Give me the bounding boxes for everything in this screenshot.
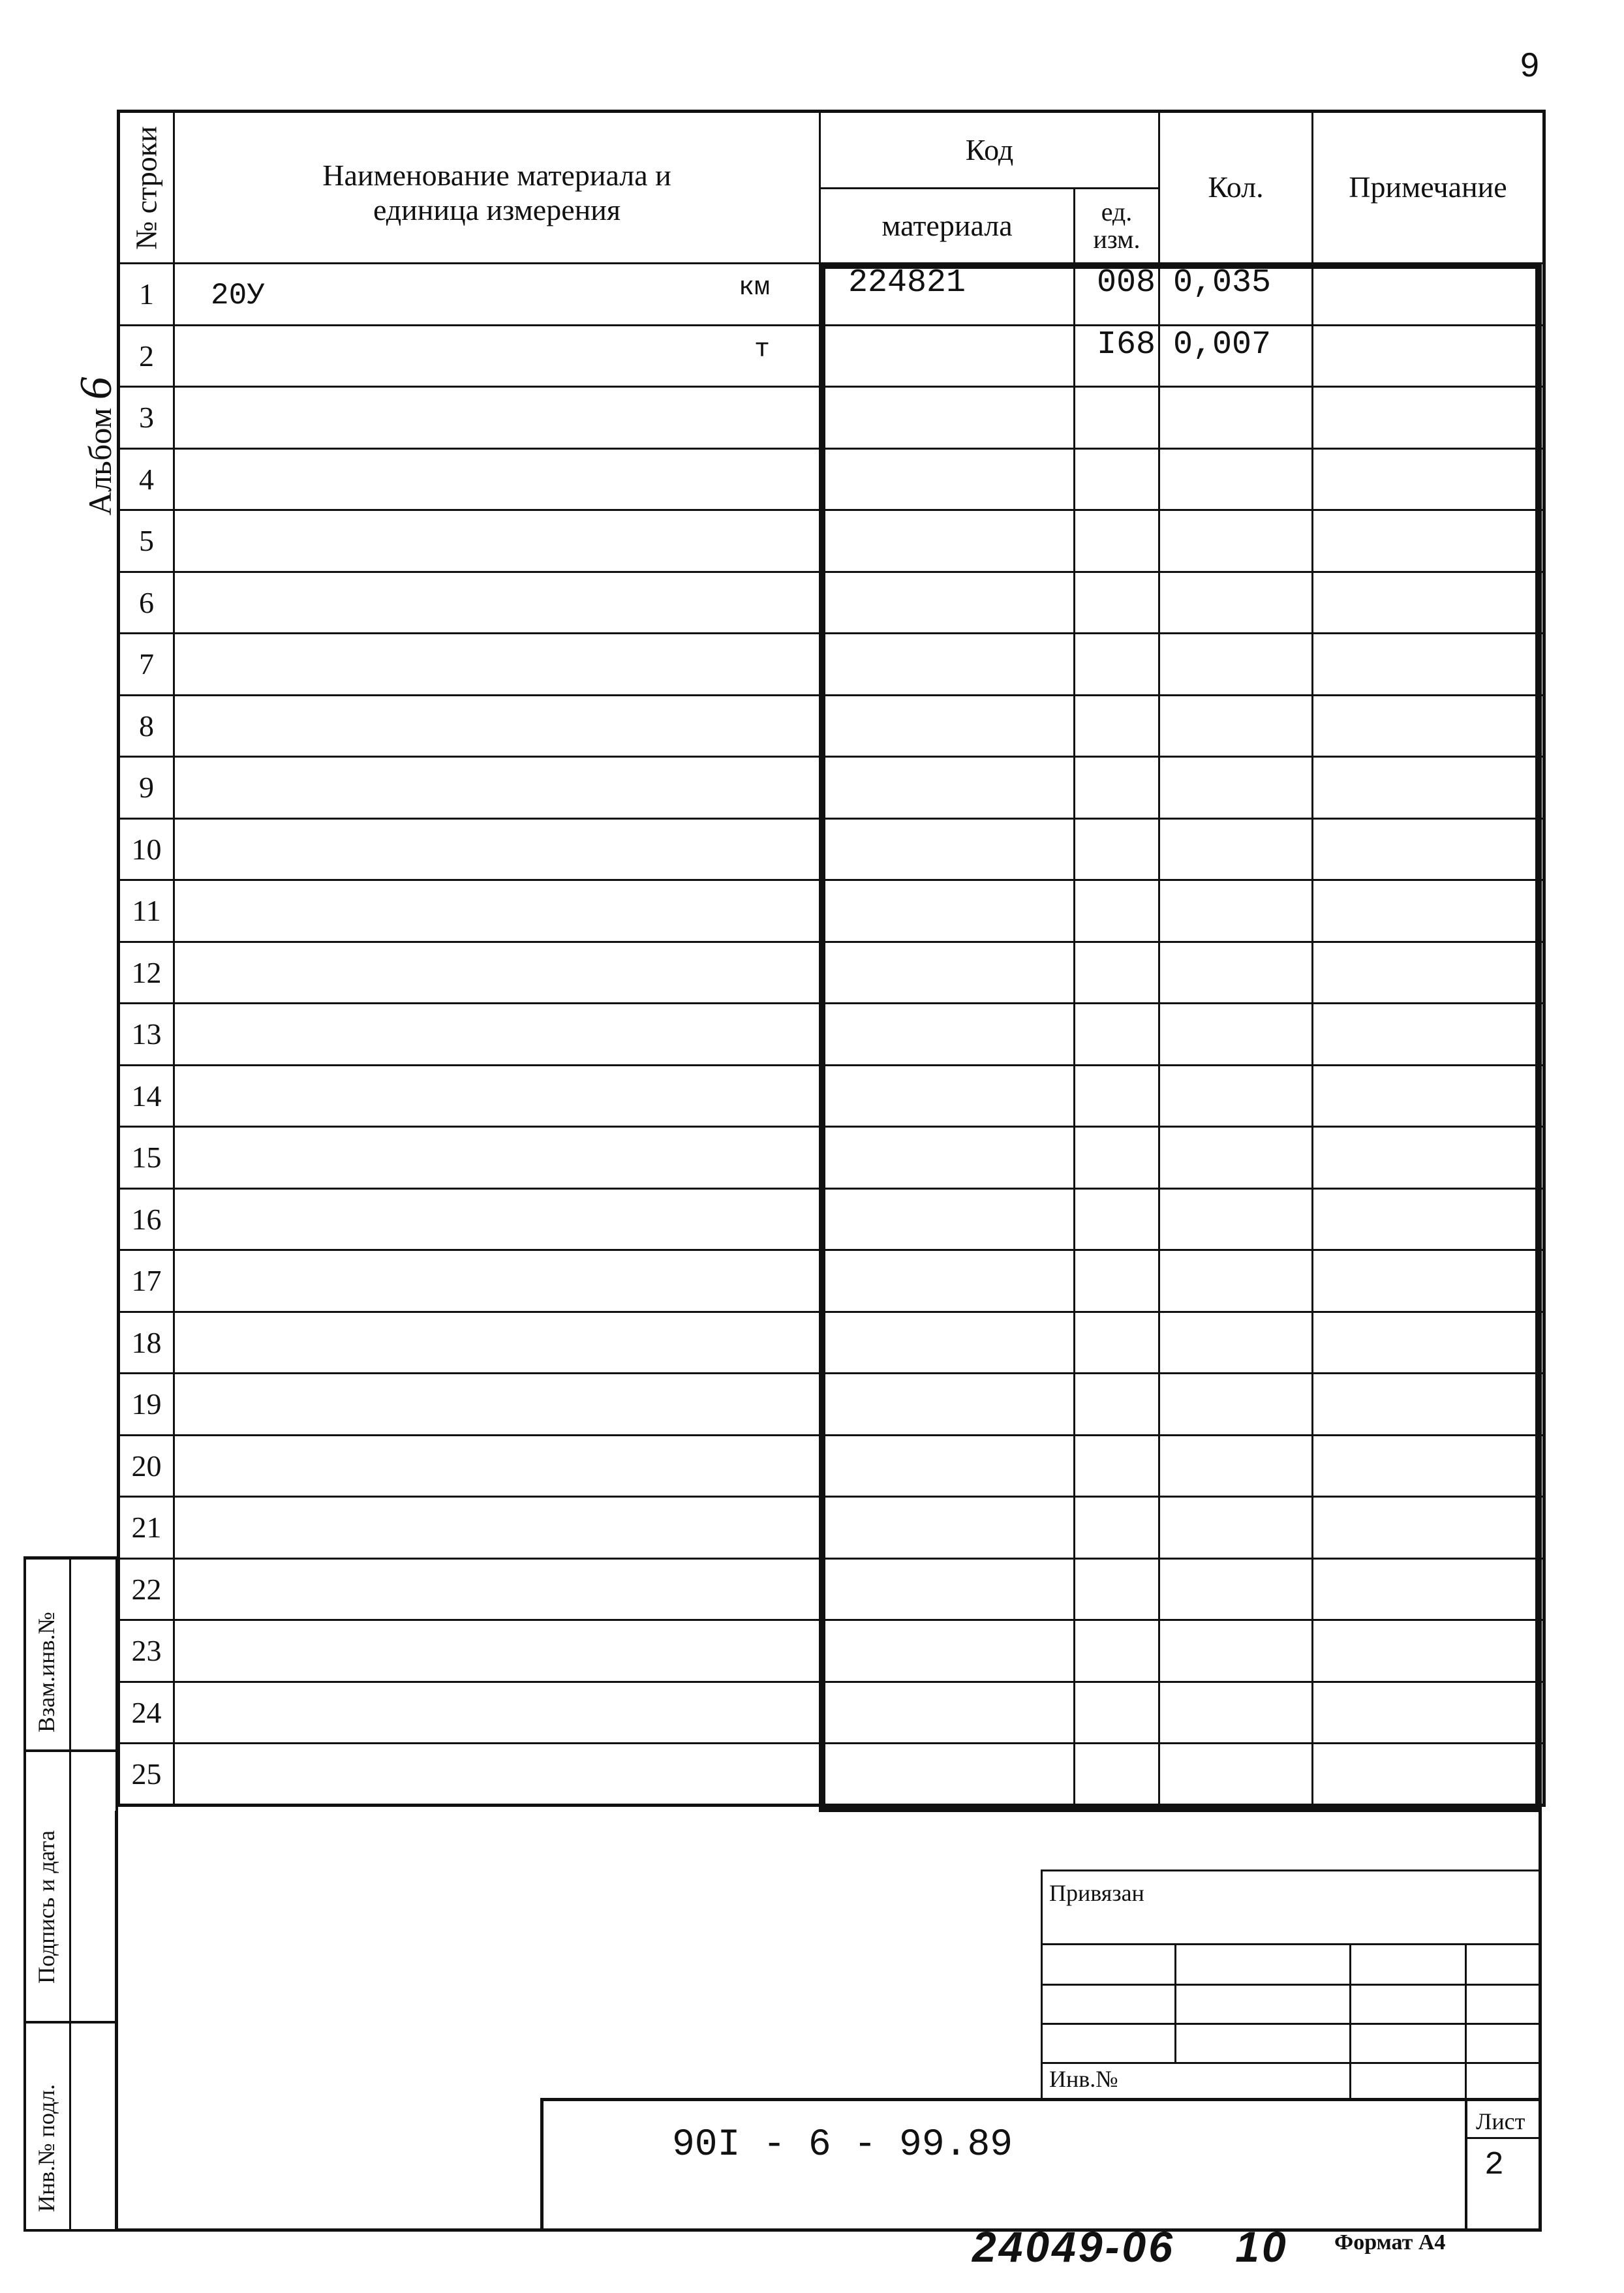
material-name-cell — [174, 510, 820, 572]
material-name-cell — [174, 1620, 820, 1682]
document-code: 90I - 6 - 99.89 — [672, 2124, 1013, 2166]
quantity: 0,035 — [1159, 264, 1313, 326]
row-number: 2 — [119, 325, 174, 387]
row-number: 6 — [119, 572, 174, 634]
material-name-cell — [174, 818, 820, 880]
stamp-divider — [69, 1556, 71, 2232]
format-label: Формат А4 — [1334, 2230, 1446, 2255]
privyazan-vline-1 — [1174, 1943, 1176, 2062]
data-columns-frame — [819, 262, 1542, 1812]
row-number: 15 — [119, 1127, 174, 1189]
material-name-cell — [174, 1250, 820, 1312]
material-name-cell — [174, 1682, 820, 1744]
material-name-cell — [174, 942, 820, 1004]
row-number: 12 — [119, 942, 174, 1004]
row-number: 16 — [119, 1188, 174, 1250]
material-name-cell — [174, 1744, 820, 1806]
row-number: 8 — [119, 695, 174, 757]
material-name-cell — [174, 572, 820, 634]
row-number: 22 — [119, 1558, 174, 1620]
row-number: 20 — [119, 1435, 174, 1497]
material-name-cell — [174, 1065, 820, 1127]
sheet-divider-h — [1465, 2137, 1542, 2139]
row-number: 19 — [119, 1374, 174, 1436]
privyazan-vline-2 — [1349, 1943, 1351, 2101]
unit-name: км — [738, 273, 770, 303]
material-name-cell — [174, 757, 820, 819]
header-material-code: материала — [820, 189, 1075, 264]
sheet-label: Лист — [1476, 2108, 1525, 2134]
row-number: 3 — [119, 387, 174, 449]
row-number: 13 — [119, 1004, 174, 1066]
material-name-cell — [174, 325, 820, 387]
material-name-cell — [174, 1558, 820, 1620]
header-code: Код — [820, 112, 1159, 189]
material-name-cell — [174, 1435, 820, 1497]
material-name-cell — [174, 448, 820, 510]
row-number: 17 — [119, 1250, 174, 1312]
material-name-cell — [174, 1127, 820, 1189]
header-quantity: Кол. — [1159, 112, 1313, 264]
material-name-cell — [174, 1374, 820, 1436]
stamp-inv-podl-label: Инв.№ подл. — [33, 2084, 59, 2212]
header-note: Примечание — [1313, 112, 1544, 264]
material-name-cell — [174, 634, 820, 696]
row-number: 7 — [119, 634, 174, 696]
sheet-number: 2 — [1484, 2147, 1505, 2184]
header-unit-code: ед. изм. — [1075, 189, 1159, 264]
row-number: 1 — [119, 264, 174, 326]
row-number: 11 — [119, 880, 174, 942]
row-number: 10 — [119, 818, 174, 880]
material-name-cell — [174, 880, 820, 942]
material-name-cell — [174, 1188, 820, 1250]
material-code: 224821 — [820, 264, 1075, 326]
material-name-cell — [174, 695, 820, 757]
inventory-number — [972, 2222, 1289, 2271]
row-number: 25 — [119, 1744, 174, 1806]
privyazan-label: Привязан — [1049, 1880, 1144, 1906]
header-row-number: № строки — [119, 112, 174, 264]
row-number: 21 — [119, 1497, 174, 1559]
material-name-cell — [174, 1312, 820, 1374]
stamp-podpis-label: Подпись и дата — [33, 1830, 59, 1984]
row-number: 4 — [119, 448, 174, 510]
album-label — [70, 377, 123, 516]
row-number: 14 — [119, 1065, 174, 1127]
unit-code: 008 — [1075, 264, 1159, 326]
page-number: 9 — [1520, 46, 1539, 84]
sheet-divider-v — [1465, 2098, 1467, 2232]
album-label-text: Альбом — [82, 408, 118, 516]
quantity: 0,007 — [1159, 325, 1313, 387]
album-number: 6 — [71, 377, 121, 400]
row-number: 18 — [119, 1312, 174, 1374]
row-number: 23 — [119, 1620, 174, 1682]
row-number: 5 — [119, 510, 174, 572]
material-name-cell — [174, 1004, 820, 1066]
row-number: 24 — [119, 1682, 174, 1744]
unit-name: т — [754, 335, 770, 365]
privyazan-vline-3 — [1465, 1943, 1467, 2101]
material-name-cell — [174, 387, 820, 449]
inventory-sub: 10 — [1235, 2223, 1289, 2271]
material-name-cell — [174, 264, 820, 326]
row-number: 9 — [119, 757, 174, 819]
unit-code: I68 — [1075, 325, 1159, 387]
inventory-code: 24049-06 — [972, 2223, 1175, 2271]
material-name: 20У — [211, 279, 265, 313]
stamp-vzam-label: Взам.инв.№ — [33, 1612, 59, 1732]
header-material-name: Наименование материала и единица измерения — [174, 112, 820, 264]
material-name-cell — [174, 1497, 820, 1559]
inv-no-label: Инв.№ — [1049, 2066, 1118, 2092]
